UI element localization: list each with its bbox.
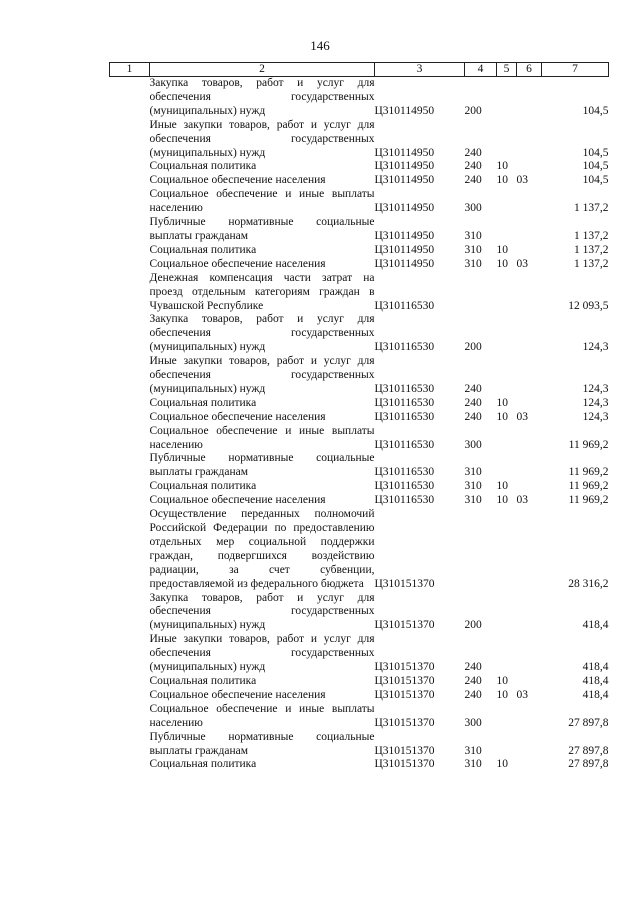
header-col-7: 7 — [542, 63, 609, 77]
row-subsection-cell: 03 — [516, 494, 528, 507]
row-expense-type-cell: 240 — [464, 146, 482, 159]
row-code-cell: Ц310114950 — [374, 174, 435, 187]
row-section-cell — [497, 703, 517, 731]
header-row — [110, 63, 609, 77]
row-number-cell — [110, 174, 150, 188]
row-code-cell: Ц310116530 — [374, 438, 435, 451]
row-section-cell — [497, 731, 517, 759]
row-name-cell: Социальное обеспечение населения — [149, 410, 326, 423]
row-name-cell: Социальная политика — [149, 480, 257, 493]
row-section-cell: 10 — [496, 160, 508, 173]
row-expense-type-cell: 310 — [464, 257, 482, 270]
row-section-cell — [497, 272, 517, 314]
row-expense-type-cell: 310 — [464, 229, 482, 242]
row-expense-type-cell: 200 — [464, 619, 482, 632]
row-expense-type-cell: 200 — [464, 341, 482, 354]
row-sum-cell: 11 969,2 — [568, 480, 609, 493]
row-sum-cell: 1 137,2 — [574, 202, 609, 215]
row-section-cell — [497, 355, 517, 397]
row-subsection-cell: 03 — [516, 174, 528, 187]
row-sum-cell: 1 137,2 — [574, 257, 609, 270]
table-row — [110, 494, 609, 508]
row-section-cell — [497, 633, 517, 675]
row-section-cell — [497, 216, 517, 244]
table-header — [110, 63, 609, 77]
row-name-cell: Социальная политика — [149, 243, 257, 256]
row-number-cell — [110, 592, 150, 634]
row-code-cell: Ц310114950 — [374, 104, 435, 117]
row-section-cell — [497, 313, 517, 355]
row-code-cell: Ц310114950 — [374, 146, 435, 159]
row-sum-cell: 28 316,2 — [568, 577, 609, 590]
row-number-cell — [110, 258, 150, 272]
row-number-cell — [110, 313, 150, 355]
row-section-cell: 10 — [496, 257, 508, 270]
row-section-cell: 10 — [496, 243, 508, 256]
table-row — [110, 313, 609, 355]
row-sum-cell: 104,5 — [582, 104, 609, 117]
row-expense-type-cell: 310 — [464, 466, 482, 479]
row-number-cell — [110, 494, 150, 508]
row-subsection-cell — [517, 758, 542, 772]
row-name-cell: Закупка товаров, работ и услуг для обеспечения государственных (муниципальных) нужд — [149, 313, 375, 354]
table-row — [110, 119, 609, 161]
row-expense-type-cell: 310 — [464, 494, 482, 507]
row-number-cell — [110, 675, 150, 689]
row-name-cell: Иные закупки товаров, работ и услуг для обеспечения государственных (муниципальных) нужд — [149, 633, 375, 674]
table-row — [110, 411, 609, 425]
row-sum-cell: 1 137,2 — [574, 243, 609, 256]
row-sum-cell: 1 137,2 — [574, 229, 609, 242]
row-section-cell: 10 — [496, 688, 508, 701]
row-name-cell: Социальная политика — [149, 160, 257, 173]
row-number-cell — [110, 244, 150, 258]
row-section-cell — [497, 425, 517, 453]
table-row — [110, 272, 609, 314]
row-expense-type-cell: 310 — [464, 480, 482, 493]
row-section-cell: 10 — [496, 396, 508, 409]
row-subsection-cell — [517, 160, 542, 174]
table-body — [110, 77, 609, 773]
row-number-cell — [110, 119, 150, 161]
row-code-cell: Ц310114950 — [374, 243, 435, 256]
row-code-cell: Ц310116530 — [374, 480, 435, 493]
table-row — [110, 592, 609, 634]
row-expense-type-cell: 240 — [464, 382, 482, 395]
row-expense-type-cell: 240 — [464, 674, 482, 687]
row-subsection-cell — [517, 508, 542, 591]
row-subsection-cell: 03 — [516, 410, 528, 423]
row-code-cell: Ц310151370 — [374, 716, 435, 729]
row-subsection-cell — [517, 244, 542, 258]
row-name-cell: Социальная политика — [149, 396, 257, 409]
row-subsection-cell — [517, 216, 542, 244]
row-expense-type-cell: 300 — [464, 438, 482, 451]
row-section-cell — [497, 77, 517, 119]
row-subsection-cell: 03 — [516, 257, 528, 270]
row-sum-cell: 104,5 — [582, 160, 609, 173]
row-expense-type-cell: 240 — [464, 160, 482, 173]
row-name-cell: Публичные нормативные социальные выплаты гражданам — [149, 730, 375, 757]
row-number-cell — [110, 77, 150, 119]
header-col-5: 5 — [497, 63, 517, 77]
row-number-cell — [110, 452, 150, 480]
table-row — [110, 480, 609, 494]
row-sum-cell: 27 897,8 — [568, 744, 609, 757]
row-section-cell: 10 — [496, 494, 508, 507]
table-row — [110, 258, 609, 272]
row-sum-cell: 27 897,8 — [568, 758, 609, 771]
row-name-cell: Социальная политика — [149, 758, 257, 771]
row-subsection-cell — [517, 77, 542, 119]
row-number-cell — [110, 703, 150, 731]
table-row — [110, 188, 609, 216]
row-code-cell: Ц310116530 — [374, 396, 435, 409]
row-expense-type-cell — [465, 272, 497, 314]
row-code-cell: Ц310151370 — [374, 744, 435, 757]
row-subsection-cell — [517, 355, 542, 397]
row-expense-type-cell: 310 — [464, 744, 482, 757]
row-code-cell: Ц310114950 — [374, 202, 435, 215]
row-expense-type-cell: 300 — [464, 716, 482, 729]
table-row — [110, 452, 609, 480]
row-subsection-cell — [517, 480, 542, 494]
table-row — [110, 244, 609, 258]
table-row — [110, 397, 609, 411]
header-col-1: 1 — [110, 63, 150, 77]
row-sum-cell: 124,3 — [582, 341, 609, 354]
row-name-cell: Иные закупки товаров, работ и услуг для обеспечения государственных (муниципальных) нужд — [149, 118, 375, 159]
row-subsection-cell — [517, 675, 542, 689]
row-name-cell: Иные закупки товаров, работ и услуг для обеспечения государственных (муниципальных) нужд — [149, 355, 375, 395]
table-row — [110, 633, 609, 675]
row-code-cell: Ц310151370 — [374, 577, 435, 590]
row-section-cell — [497, 508, 517, 591]
row-number-cell — [110, 272, 150, 314]
row-sum-cell: 124,3 — [582, 382, 609, 395]
row-sum-cell: 104,5 — [582, 146, 609, 159]
row-code-cell: Ц310116530 — [374, 494, 435, 507]
row-section-cell: 10 — [496, 674, 508, 687]
row-name-cell: Социальная политика — [149, 674, 257, 687]
table-row — [110, 216, 609, 244]
row-section-cell: 10 — [496, 480, 508, 493]
row-expense-type-cell: 240 — [464, 688, 482, 701]
row-section-cell — [497, 119, 517, 161]
row-sum-cell: 124,3 — [582, 396, 609, 409]
row-code-cell: Ц310151370 — [374, 758, 435, 771]
row-name-cell: Социальное обеспечение населения — [149, 494, 326, 507]
row-number-cell — [110, 508, 150, 591]
row-name-cell: Социальное обеспечение и иные выплаты населению — [149, 188, 375, 215]
row-sum-cell: 418,4 — [582, 674, 609, 687]
table-row — [110, 425, 609, 453]
row-name-cell: Социальное обеспечение и иные выплаты населению — [149, 424, 375, 451]
row-expense-type-cell: 240 — [464, 396, 482, 409]
row-subsection-cell — [517, 731, 542, 759]
table-row — [110, 174, 609, 188]
row-section-cell: 10 — [496, 758, 508, 771]
row-name-cell: Публичные нормативные социальные выплаты гражданам — [149, 452, 375, 479]
row-section-cell — [497, 592, 517, 634]
row-number-cell — [110, 425, 150, 453]
table-row — [110, 689, 609, 703]
row-code-cell: Ц310151370 — [374, 674, 435, 687]
row-expense-type-cell: 310 — [464, 758, 482, 771]
row-sum-cell: 27 897,8 — [568, 716, 609, 729]
row-subsection-cell — [517, 592, 542, 634]
row-sum-cell: 124,3 — [582, 410, 609, 423]
table-row — [110, 508, 609, 591]
row-expense-type-cell: 240 — [464, 174, 482, 187]
row-name-cell: Закупка товаров, работ и услуг для обеспечения государственных (муниципальных) нужд — [149, 77, 375, 117]
row-expense-type-cell: 310 — [464, 243, 482, 256]
row-number-cell — [110, 411, 150, 425]
row-number-cell — [110, 689, 150, 703]
table-row — [110, 355, 609, 397]
row-code-cell: Ц310116530 — [374, 382, 435, 395]
table-row — [110, 758, 609, 772]
row-expense-type-cell: 200 — [464, 104, 482, 117]
row-subsection-cell — [517, 452, 542, 480]
row-subsection-cell — [517, 188, 542, 216]
row-subsection-cell — [517, 313, 542, 355]
row-name-cell: Публичные нормативные социальные выплаты гражданам — [149, 216, 375, 242]
row-section-cell: 10 — [496, 410, 508, 423]
row-code-cell: Ц310116530 — [374, 341, 435, 354]
row-number-cell — [110, 216, 150, 244]
table-row — [110, 77, 609, 119]
row-name-cell: Осуществление переданных полномочий Российской Федерации по предоставлению отдельных мер социальной поддержки граждан, подвергшихся воздействию радиации, за счет субвенции, предоставляемой из федерального бюджета — [149, 508, 375, 590]
header-col-2: 2 — [150, 63, 375, 77]
row-code-cell: Ц310116530 — [374, 299, 435, 312]
table-row — [110, 703, 609, 731]
row-number-cell — [110, 188, 150, 216]
row-section-cell — [497, 188, 517, 216]
header-col-3: 3 — [375, 63, 465, 77]
row-number-cell — [110, 758, 150, 772]
row-name-cell: Денежная компенсация части затрат на проезд отдельным категориям граждан в Чувашской Республике — [149, 271, 375, 312]
row-name-cell: Социальное обеспечение населения — [149, 257, 326, 270]
row-code-cell: Ц310151370 — [374, 619, 435, 632]
row-code-cell: Ц310151370 — [374, 661, 435, 674]
row-subsection-cell — [517, 703, 542, 731]
row-code-cell: Ц310114950 — [374, 229, 435, 242]
row-code-cell: Ц310116530 — [374, 466, 435, 479]
row-subsection-cell — [517, 633, 542, 675]
budget-table — [109, 62, 609, 772]
row-name-cell: Социальное обеспечение населения — [149, 174, 326, 187]
row-subsection-cell — [517, 397, 542, 411]
row-subsection-cell — [517, 119, 542, 161]
table-row — [110, 731, 609, 759]
row-section-cell: 10 — [496, 174, 508, 187]
row-subsection-cell: 03 — [516, 688, 528, 701]
row-sum-cell: 104,5 — [582, 174, 609, 187]
row-sum-cell: 418,4 — [582, 619, 609, 632]
row-expense-type-cell: 240 — [464, 661, 482, 674]
row-code-cell: Ц310116530 — [374, 410, 435, 423]
row-code-cell: Ц310151370 — [374, 688, 435, 701]
row-number-cell — [110, 633, 150, 675]
header-col-6: 6 — [517, 63, 542, 77]
row-number-cell — [110, 397, 150, 411]
row-expense-type-cell — [465, 508, 497, 591]
header-col-4: 4 — [465, 63, 497, 77]
row-sum-cell: 11 969,2 — [568, 438, 609, 451]
row-number-cell — [110, 355, 150, 397]
page-number: 146 — [310, 38, 330, 53]
row-sum-cell: 418,4 — [582, 688, 609, 701]
row-subsection-cell — [517, 425, 542, 453]
row-sum-cell: 12 093,5 — [568, 299, 609, 312]
row-sum-cell: 11 969,2 — [568, 466, 609, 479]
row-number-cell — [110, 160, 150, 174]
row-expense-type-cell: 240 — [464, 410, 482, 423]
row-sum-cell: 418,4 — [582, 661, 609, 674]
row-name-cell: Социальное обеспечение населения — [149, 688, 326, 701]
row-subsection-cell — [517, 272, 542, 314]
row-name-cell: Социальное обеспечение и иные выплаты населению — [149, 702, 375, 729]
row-code-cell: Ц310114950 — [374, 160, 435, 173]
row-code-cell: Ц310114950 — [374, 257, 435, 270]
row-number-cell — [110, 480, 150, 494]
table-row — [110, 675, 609, 689]
row-expense-type-cell: 300 — [464, 202, 482, 215]
row-number-cell — [110, 731, 150, 759]
row-section-cell — [497, 452, 517, 480]
row-sum-cell: 11 969,2 — [568, 494, 609, 507]
table-row — [110, 160, 609, 174]
row-name-cell: Закупка товаров, работ и услуг для обеспечения государственных (муниципальных) нужд — [149, 591, 375, 632]
